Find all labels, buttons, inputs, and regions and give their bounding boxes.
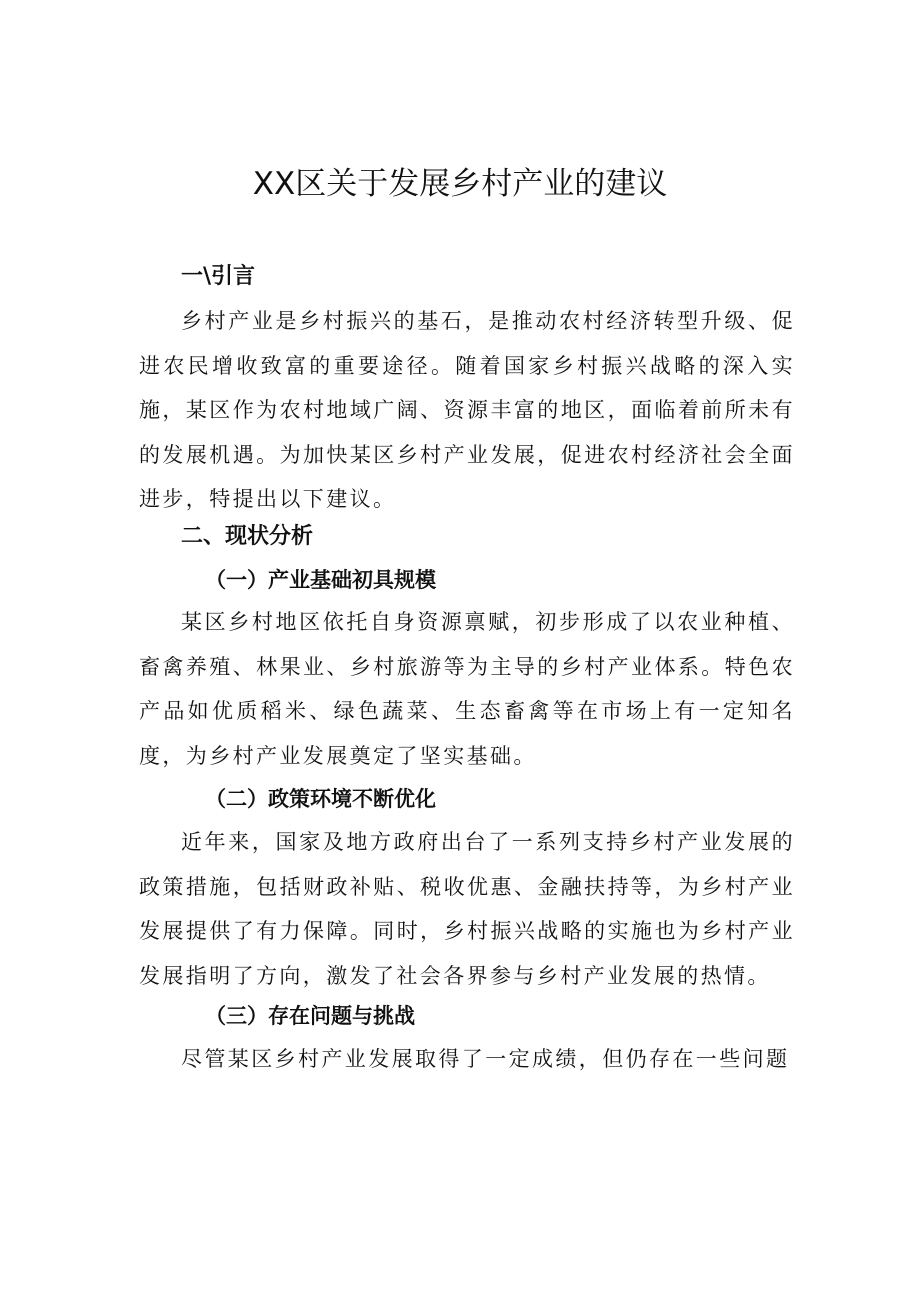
introduction-paragraph: 乡村产业是乡村振兴的基石，是推动农村经济转型升级、促进农民增收致富的重要途径。随着国家乡村振兴战略的深入实施，某区作为农村地域广阔、资源丰富的地区，面临着前所未有的发展机遇。为加快某区乡村产业发展，促进农村经济社会全面进步，特提出以下建议。	[139, 309, 795, 511]
document-title: XX区关于发展乡村产业的建议	[252, 166, 668, 202]
policy-environment-paragraph: 近年来，国家及地方政府出台了一系列支持乡村产业发展的政策措施，包括财政补贴、税收优惠、金融扶持等，为乡村产业发展提供了有力保障。同时，乡村振兴战略的实施也为乡村产业发展指明了方向，激发了社会各界参与乡村产业发展的热情。	[139, 830, 795, 988]
subheading-industry-foundation: （一）产业基础初具规模	[205, 567, 436, 592]
section-heading-introduction: 一\引言	[181, 264, 256, 289]
problems-challenges-paragraph: 尽管某区乡村产业发展取得了一定成绩，但仍存在一些问题	[181, 1047, 790, 1071]
section-heading-status-analysis: 二、现状分析	[181, 524, 314, 549]
subheading-problems-challenges: （三）存在问题与挑战	[205, 1003, 415, 1028]
subheading-policy-environment: （二）政策环境不断优化	[205, 786, 436, 811]
industry-foundation-paragraph: 某区乡村地区依托自身资源禀赋，初步形成了以农业种植、畜禽养殖、林果业、乡村旅游等为主导的乡村产业体系。特色农产品如优质稻米、绿色蔬菜、生态畜禽等在市场上有一定知名度，为乡村产业发展奠定了坚实基础。	[139, 610, 795, 768]
